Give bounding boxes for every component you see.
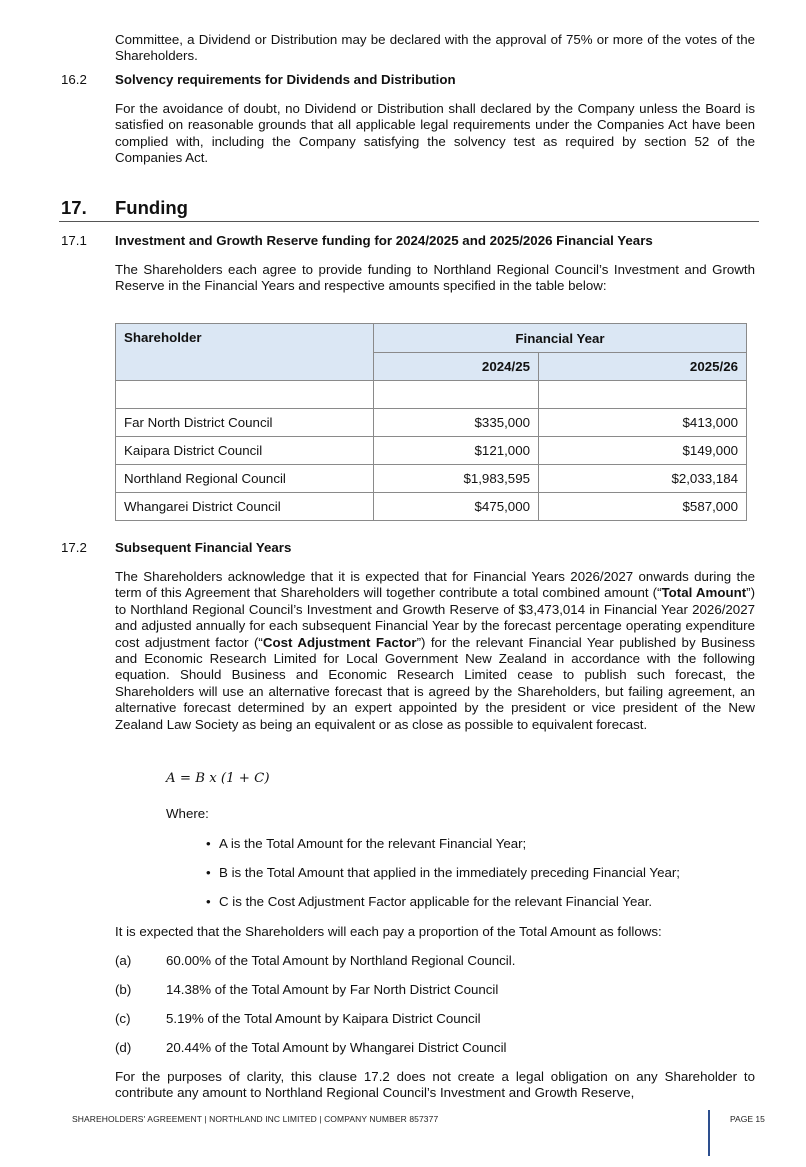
bullet-icon: •: [206, 836, 211, 851]
footer-divider: [708, 1110, 710, 1156]
table-header-year-2: 2025/26: [539, 353, 747, 381]
footer-document-info: SHAREHOLDERS' AGREEMENT | NORTHLAND INC LIMITED | COMPANY NUMBER 857377: [72, 1114, 439, 1124]
section-17-title: Funding: [115, 197, 188, 218]
clause-17-2-number: 17.2: [61, 540, 87, 555]
amount-year-1: $335,000: [374, 409, 539, 437]
clause-17-2-heading: Subsequent Financial Years: [115, 540, 292, 555]
amount-year-2: $587,000: [539, 493, 747, 521]
list-label: (b): [115, 982, 132, 997]
bullet-item: C is the Cost Adjustment Factor applicable for the relevant Financial Year.: [219, 894, 653, 909]
table-row: [116, 493, 747, 521]
table-spacer-cell: [374, 381, 539, 409]
amount-year-2: $149,000: [539, 437, 747, 465]
amount-year-2: $413,000: [539, 409, 747, 437]
list-item: 60.00% of the Total Amount by Northland Regional Council.: [166, 953, 516, 968]
table-row: [116, 465, 747, 493]
closing-paragraph: For the purposes of clarity, this clause 17.2 does not create a legal obligation on any Shareholder to contribute any amount to Northland Regional Council’s Investment and Growth Reserve,: [115, 1069, 755, 1101]
bullet-icon: •: [206, 894, 211, 909]
clause-17-1-number: 17.1: [61, 233, 87, 248]
bullet-item: A is the Total Amount for the relevant Financial Year;: [219, 836, 527, 851]
amount-year-1: $121,000: [374, 437, 539, 465]
table-header-financial-year: Financial Year: [374, 324, 747, 353]
bullet-item: B is the Total Amount that applied in the immediately preceding Financial Year;: [219, 865, 680, 880]
list-label: (c): [115, 1011, 131, 1026]
list-label: (a): [115, 953, 132, 968]
page-number: PAGE 15: [730, 1114, 765, 1124]
shareholder-name: Far North District Council: [116, 409, 374, 437]
list-item: 20.44% of the Total Amount by Whangarei District Council: [166, 1040, 507, 1055]
defined-term-total-amount: Total Amount: [661, 585, 747, 601]
body-text: ”) to Northland Regional Council’s Investment and Growth Reserve of $3,473,014 in Financial Year 2026/2027 and adjusted annually for each subsequent Financial Year by the forecast percentage operating expenditure cost adjustment factor (“: [115, 585, 755, 650]
clause-16-2-body: For the avoidance of doubt, no Dividend or Distribution shall declared by the Company unless the Board is satisfied on reasonable grounds that all applicable legal requirements under the Companies Act have been complied with, including the Company satisfying the solvency test as required by section 52 of the Companies Act.: [115, 101, 755, 166]
table-header-shareholder: Shareholder: [116, 324, 374, 381]
shareholder-name: Northland Regional Council: [116, 465, 374, 493]
funding-table: [115, 323, 747, 521]
list-item: 14.38% of the Total Amount by Far North District Council: [166, 982, 499, 997]
table-row: [116, 437, 747, 465]
table-header-year-1: 2024/25: [374, 353, 539, 381]
equation: A = B x (1 + C): [166, 771, 270, 786]
table-spacer-cell: [539, 381, 747, 409]
clause-16-2-number: 16.2: [61, 72, 87, 87]
table-spacer-cell: [116, 381, 374, 409]
continuation-paragraph: Committee, a Dividend or Distribution may be declared with the approval of 75% or more of the votes of the Shareholders.: [115, 32, 755, 64]
list-item: 5.19% of the Total Amount by Kaipara District Council: [166, 1011, 481, 1026]
clause-17-1-body: The Shareholders each agree to provide funding to Northland Regional Council’s Investment and Growth Reserve in the Financial Years and respective amounts specified in the table below:: [115, 262, 755, 294]
clause-17-2-body: [115, 569, 755, 733]
amount-year-1: $475,000: [374, 493, 539, 521]
amount-year-2: $2,033,184: [539, 465, 747, 493]
shareholder-name: Whangarei District Council: [116, 493, 374, 521]
list-label: (d): [115, 1040, 132, 1055]
table-row: [116, 409, 747, 437]
clause-16-2-heading: Solvency requirements for Dividends and Distribution: [115, 72, 456, 87]
where-label: Where:: [166, 806, 209, 821]
bullet-icon: •: [206, 865, 211, 880]
clause-17-1-heading: Investment and Growth Reserve funding for 2024/2025 and 2025/2026 Financial Years: [115, 233, 653, 248]
section-divider: [59, 221, 759, 222]
section-17-number: 17.: [61, 197, 87, 218]
proportion-intro: It is expected that the Shareholders will each pay a proportion of the Total Amount as follows:: [115, 924, 662, 939]
body-text: ”) for the relevant Financial Year published by Business and Economic Research Limited for Local Government New Zealand in accordance with the following equation. Should Business and Economic Research Limited cease to publish such forecast, the Shareholders will use an alternative forecast that is agreed by the Shareholders, but failing agreement, an alternative forecast determined by an expert appointed by the president or vice president of the New Zealand Law Society as being an equivalent or as close as possible to equivalent forecast.: [115, 634, 755, 732]
shareholder-name: Kaipara District Council: [116, 437, 374, 465]
defined-term-cost-adjustment-factor: Cost Adjustment Factor: [262, 634, 417, 650]
body-text: The Shareholders acknowledge that it is expected that for Financial Years 2026/2027 onwards during the term of this Agreement that Shareholders will together contribute a total combined amount (“: [115, 569, 755, 601]
amount-year-1: $1,983,595: [374, 465, 539, 493]
